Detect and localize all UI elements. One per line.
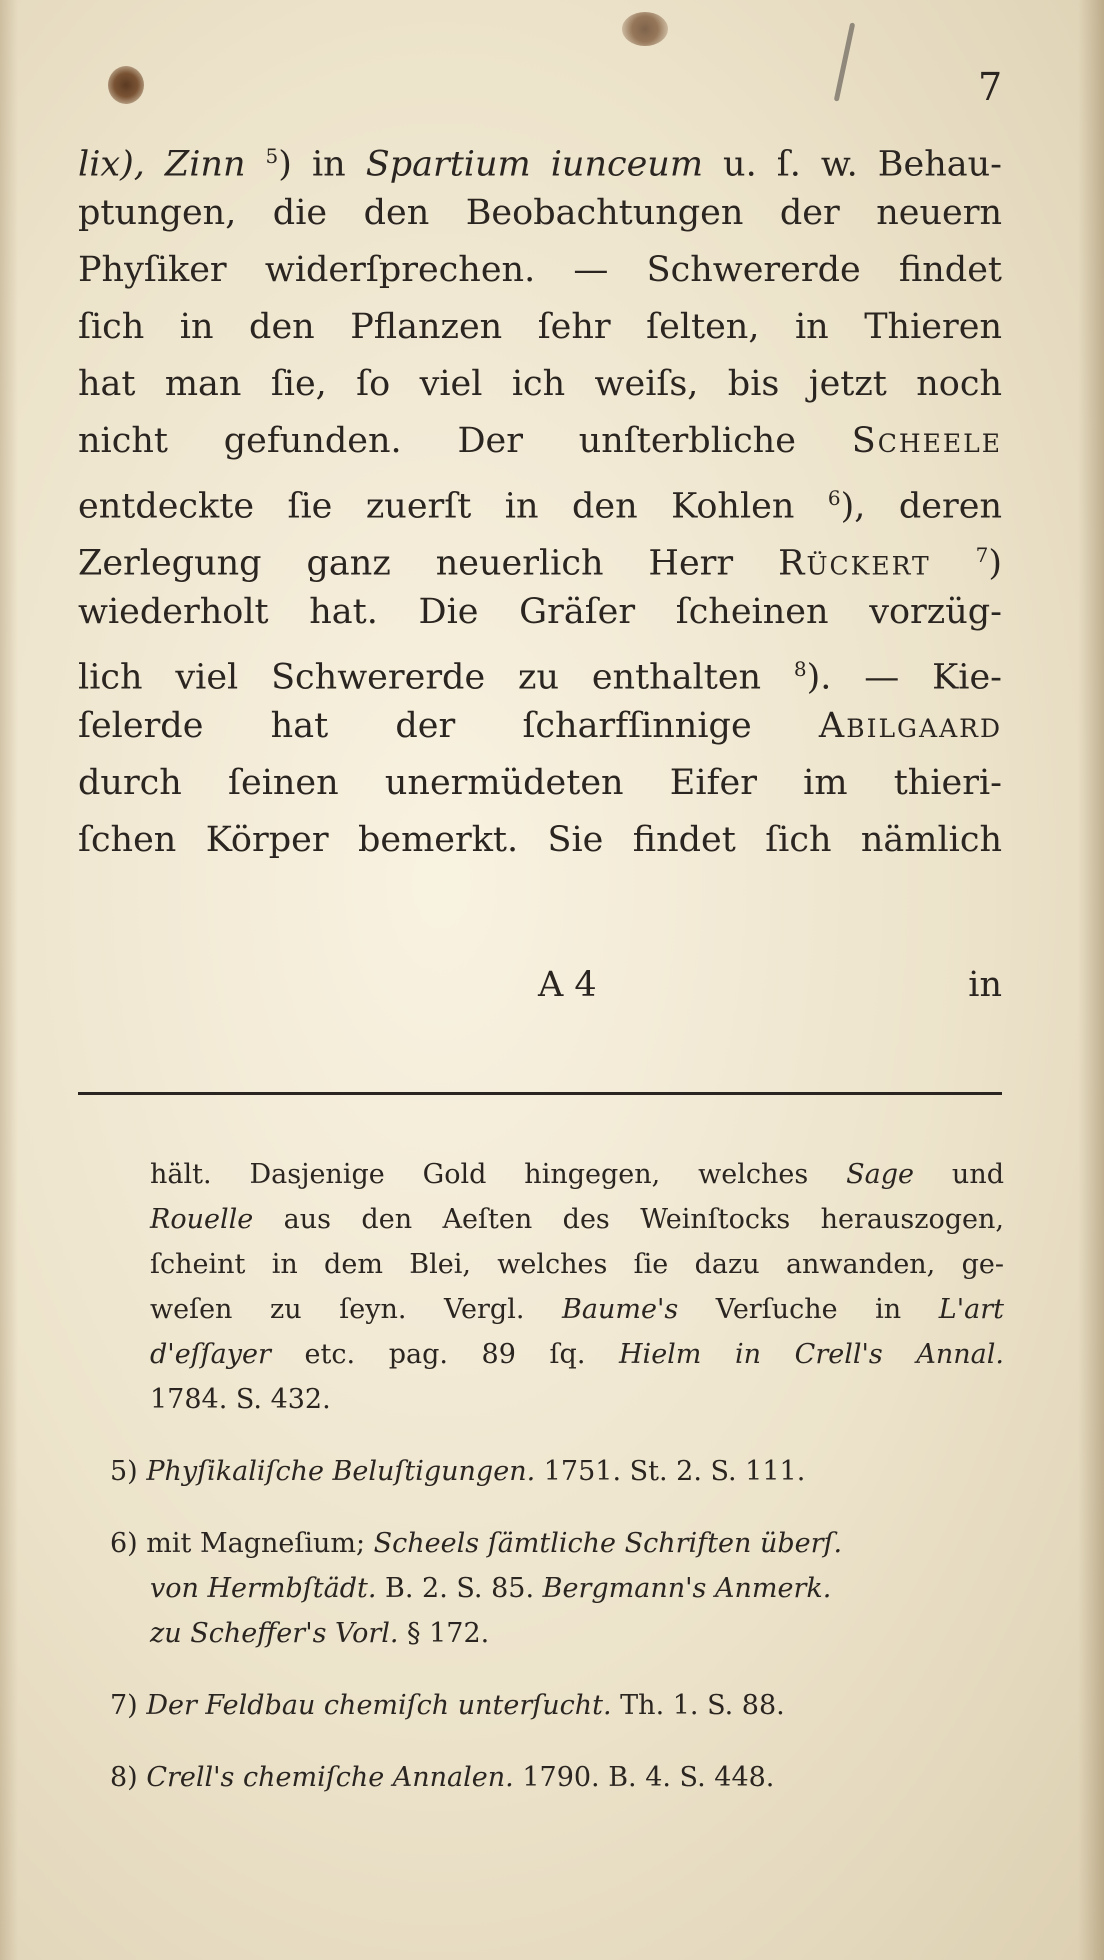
page-edge-shadow-right (1078, 0, 1104, 1960)
author-name-rueckert: Rückert (778, 543, 931, 584)
catchword: in (968, 965, 1002, 1005)
text-line: ſelerde hat der ſcharfſinnige Abilgaard (78, 706, 1002, 746)
page-number: 7 (978, 65, 1003, 109)
author-name-abilgaard: Abilgaard (818, 706, 1002, 746)
footnotes (110, 1152, 1004, 1800)
footnote-5: 5) Phyſikaliſche Beluſtigungen. 1751. St. 2. S. 111. (110, 1456, 806, 1487)
text-line: Phyſiker widerſprechen. — Schwererde findet (78, 250, 1002, 290)
text-line: lix), Zinn $^5$) in Spartium iunceum u. ſ. w. Behau- (78, 144, 1002, 185)
footnote-line: Rouelle aus den Aeſten des Weinſtocks herauszogen, (150, 1204, 1004, 1235)
ink-stain (622, 12, 668, 46)
catchword-row (78, 960, 1002, 1010)
text-line: ſchen Körper bemerkt. Sie findet ſich nämlich (78, 820, 1002, 860)
text-line: hat man ſie, ſo viel ich weiſs, bis jetzt noch (78, 364, 1002, 404)
main-text-block (78, 128, 1002, 869)
text-line: wiederholt hat. Die Gräſer ſcheinen vorzüg- (78, 592, 1002, 632)
text-line: ptungen, die den Beobachtungen der neuern (78, 193, 1002, 233)
footnote-continuation (110, 1152, 1004, 1422)
text-line: durch ſeinen unermüdeten Eifer im thieri- (78, 763, 1002, 803)
footnote-7: 7) Der Feldbau chemiſch unterſucht. Th. 1. S. 88. (110, 1690, 785, 1721)
footnote-line: 1784. S. 432. (150, 1384, 331, 1415)
footnote-divider (78, 1092, 1002, 1095)
footnote-line: weſen zu ſeyn. Vergl. Baume's Verſuche in L'art (150, 1294, 1004, 1325)
ink-stain (108, 66, 144, 104)
footnote-6: 6) mit Magneſium; Scheels ſämtliche Schriften überſ. von Hermbſtädt. B. 2. S. 85. Bergmann's Anmerk. zu Scheffer's Vorl. § 172. (110, 1528, 843, 1649)
footnote-number: 7) (110, 1690, 138, 1721)
author-name-scheele: Scheele (851, 421, 1002, 461)
footnote-line: hält. Dasjenige Gold hingegen, welches Sage und (150, 1159, 1004, 1190)
text-line: nicht gefunden. Der unſterbliche Scheele (78, 421, 1002, 461)
page-edge-shadow-left (0, 0, 18, 1960)
text-line: Zerlegung ganz neuerlich Herr Rückert $^7$) (78, 543, 1002, 584)
text-line: lich viel Schwererde zu enthalten $^8$). — Kie- (78, 657, 1002, 698)
signature-mark: A 4 (538, 965, 597, 1005)
footnote-line: d'eſſayer etc. pag. 89 ſq. Hielm in Crell's Annal. (150, 1339, 1004, 1370)
text-line: ſich in den Pflanzen ſehr ſelten, in Thieren (78, 307, 1002, 347)
footnote-8: 8) Crell's chemiſche Annalen. 1790. B. 4. S. 448. (110, 1762, 775, 1793)
text-line: entdeckte ſie zuerſt in den Kohlen $^6$), deren (78, 486, 1002, 527)
pencil-mark (834, 22, 856, 101)
footnote-number: 5) (110, 1456, 138, 1487)
footnote-number: 6) (110, 1528, 138, 1559)
footnote-number: 8) (110, 1762, 138, 1793)
footnote-line: ſcheint in dem Blei, welches ſie dazu anwanden, ge- (150, 1249, 1004, 1280)
